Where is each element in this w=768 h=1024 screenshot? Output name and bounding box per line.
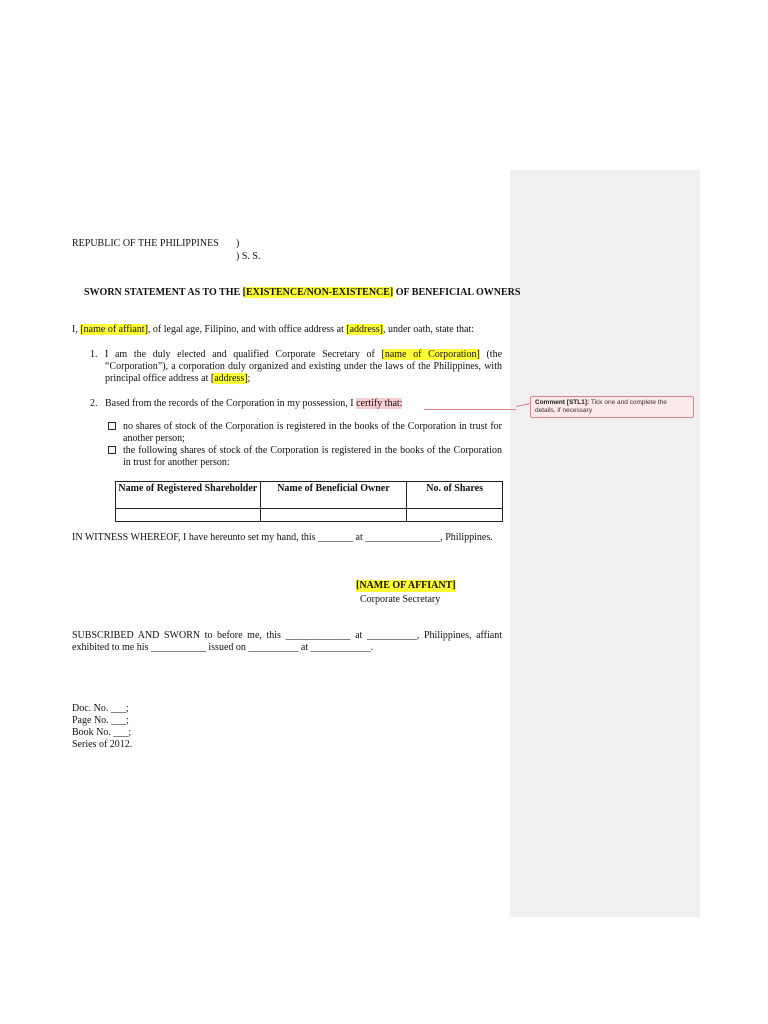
item-1-paragraph: I am the duly elected and qualified Corporate Secretary of [name of Corporation] (the “Corporation”), a corporation duly organized and existing under the laws of the Philippines, with principal office address at [address]; (105, 349, 503, 384)
ss-label: ) S. S. (236, 251, 261, 262)
corporation-name-placeholder[interactable]: [name of Corporation] (381, 349, 480, 360)
commented-text[interactable]: certify that: (356, 398, 403, 409)
column-header-registered-shareholder: Name of Registered Shareholder (116, 482, 261, 509)
comment-balloon[interactable] (530, 396, 694, 418)
witness-clause: IN WITNESS WHEREOF, I have hereunto set my hand, this _______ at _______________, Philippines. (72, 532, 493, 543)
option-1-checkbox[interactable] (108, 421, 124, 433)
table-header-row (116, 482, 503, 509)
item-2-number: 2. (90, 398, 98, 409)
comment-text: Tick one and complete the details, if necessary (535, 399, 667, 414)
item-1-number: 1. (90, 349, 98, 360)
table-cell[interactable] (407, 509, 503, 522)
comment-margin-pane (510, 170, 700, 917)
option-2-checkbox[interactable] (108, 445, 124, 457)
venue-paren: ) (236, 238, 240, 249)
signature-role: Corporate Secretary (360, 594, 441, 605)
page-no: Page No. ___; (72, 715, 129, 726)
document-title: SWORN STATEMENT AS TO THE [EXISTENCE/NON-EXISTENCE] OF BENEFICIAL OWNERS (84, 287, 521, 298)
republic-heading: REPUBLIC OF THE PHILIPPINES (72, 238, 219, 249)
table-cell[interactable] (260, 509, 407, 522)
corporation-address-placeholder[interactable]: [address] (210, 373, 248, 384)
item-2-paragraph: Based from the records of the Corporation in my possession, I certify that: (105, 398, 403, 409)
option-2-text: the following shares of stock of the Corporation is registered in the books of the Corporation in trust for another person: (123, 445, 502, 468)
affiant-address-placeholder[interactable]: [address] (346, 324, 383, 335)
affiant-name-placeholder[interactable]: [name of affiant] (80, 324, 148, 335)
table-row (116, 509, 503, 522)
table-cell[interactable] (116, 509, 261, 522)
jurat-paragraph: SUBSCRIBED AND SWORN to before me, this _____________ at __________, Philippines, affiant exhibited to me his ___________ issued on __________ at ____________. (72, 630, 502, 653)
existence-placeholder[interactable]: [EXISTENCE/NON-EXISTENCE] (242, 287, 394, 298)
signature-name-placeholder[interactable]: [NAME OF AFFIANT] (356, 580, 456, 591)
comment-connector-line (424, 409, 516, 410)
doc-no: Doc. No. ___; (72, 703, 129, 714)
beneficial-owners-table (115, 481, 503, 522)
intro-paragraph: I, [name of affiant], of legal age, Filipino, and with office address at [address], under oath, state that: (72, 324, 475, 335)
comment-label: Comment [STL1]: (535, 399, 590, 406)
series-year: Series of 2012. (72, 739, 133, 750)
column-header-no-of-shares: No. of Shares (407, 482, 503, 509)
book-no: Book No. ___; (72, 727, 132, 738)
option-1-text: no shares of stock of the Corporation is registered in the books of the Corporation in trust for another person; (123, 421, 502, 444)
column-header-beneficial-owner: Name of Beneficial Owner (260, 482, 407, 509)
